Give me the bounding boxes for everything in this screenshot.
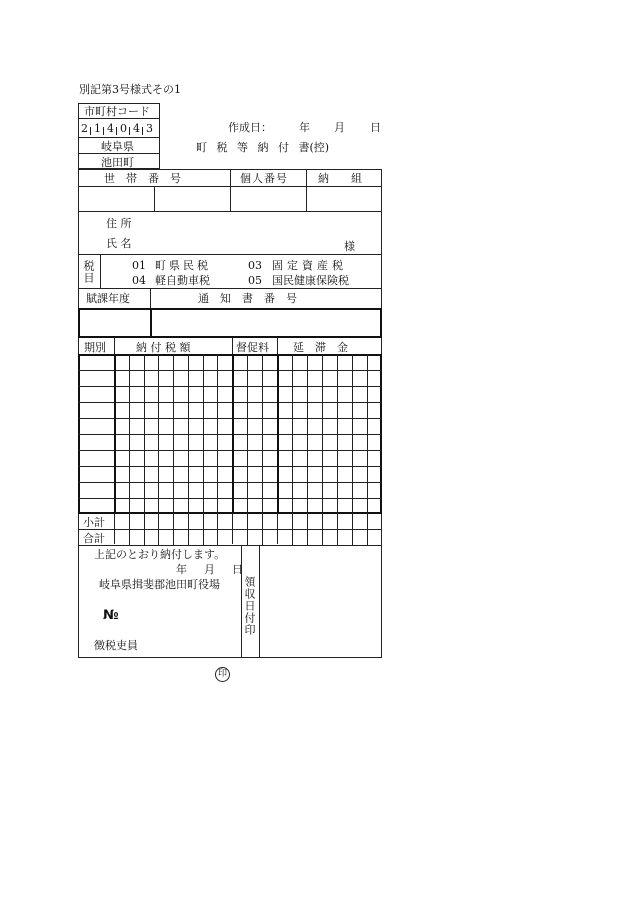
total-label: 合計 xyxy=(83,532,105,545)
notice-number-label: 通 知 書 番 号 xyxy=(198,292,297,305)
receipt-stamp-label: 領収日付印 xyxy=(243,576,256,636)
pay-day-label: 日 xyxy=(232,563,243,576)
tax-collector-label: 徴税吏員 xyxy=(94,639,138,652)
fiscal-year-label: 賦課年度 xyxy=(86,292,130,305)
tax-item-label: 税目 xyxy=(82,260,95,284)
municipality-code-label: 市町村コード xyxy=(84,105,150,118)
personal-number-header: 個人番号 xyxy=(240,172,288,185)
late-charge-header: 延 滞 金 xyxy=(293,341,348,354)
number-mark: № xyxy=(103,608,119,623)
tax-item-name-03: 固定資産税 xyxy=(272,259,347,272)
code-digit: 1 xyxy=(94,122,101,135)
form-title: 別記第3号様式その1 xyxy=(79,83,181,96)
seal-mark: 印 xyxy=(215,667,230,682)
tax-item-code-01: 01 xyxy=(132,259,146,272)
created-year-label: 年 xyxy=(299,121,310,134)
town-name: 池田町 xyxy=(101,156,134,169)
created-date-label: 作成日： xyxy=(228,121,272,134)
payment-group-header: 納 組 xyxy=(318,172,362,185)
code-digit: 3 xyxy=(146,122,153,135)
document-title: 町 税 等 納 付 書(控) xyxy=(196,141,330,154)
pay-month-label: 月 xyxy=(204,563,215,576)
code-digit: 0 xyxy=(120,122,127,135)
code-digit: 2 xyxy=(81,122,88,135)
period-header: 期別 xyxy=(84,341,106,354)
sama-honorific: 様 xyxy=(344,240,355,253)
tax-item-name-01: 町県民税 xyxy=(155,259,211,272)
reminder-fee-header: 督促料 xyxy=(236,341,269,354)
tax-item-code-03: 03 xyxy=(248,259,262,272)
address-label: 住 所 xyxy=(106,217,132,230)
code-digit: 4 xyxy=(107,122,114,135)
notice-input-box xyxy=(78,308,382,338)
tax-item-name-05: 国民健康保険税 xyxy=(272,274,349,287)
tax-item-name-04: 軽自動車税 xyxy=(155,274,210,287)
name-label: 氏 名 xyxy=(106,237,132,250)
tax-item-code-04: 04 xyxy=(132,274,146,287)
town-office-name: 岐阜県揖斐郡池田町役場 xyxy=(99,578,220,591)
payment-amount-header: 納 付 税 額 xyxy=(136,341,191,354)
pay-year-label: 年 xyxy=(176,563,187,576)
code-digit: 4 xyxy=(133,122,140,135)
created-day-label: 日 xyxy=(370,121,381,134)
tax-item-code-05: 05 xyxy=(248,274,262,287)
subtotal-label: 小計 xyxy=(83,516,105,529)
statement-text: 上記のとおり納付します。 xyxy=(94,548,226,561)
created-month-label: 月 xyxy=(334,121,345,134)
prefecture-name: 岐阜県 xyxy=(101,140,134,153)
household-number-header: 世 帯 番 号 xyxy=(104,172,181,185)
